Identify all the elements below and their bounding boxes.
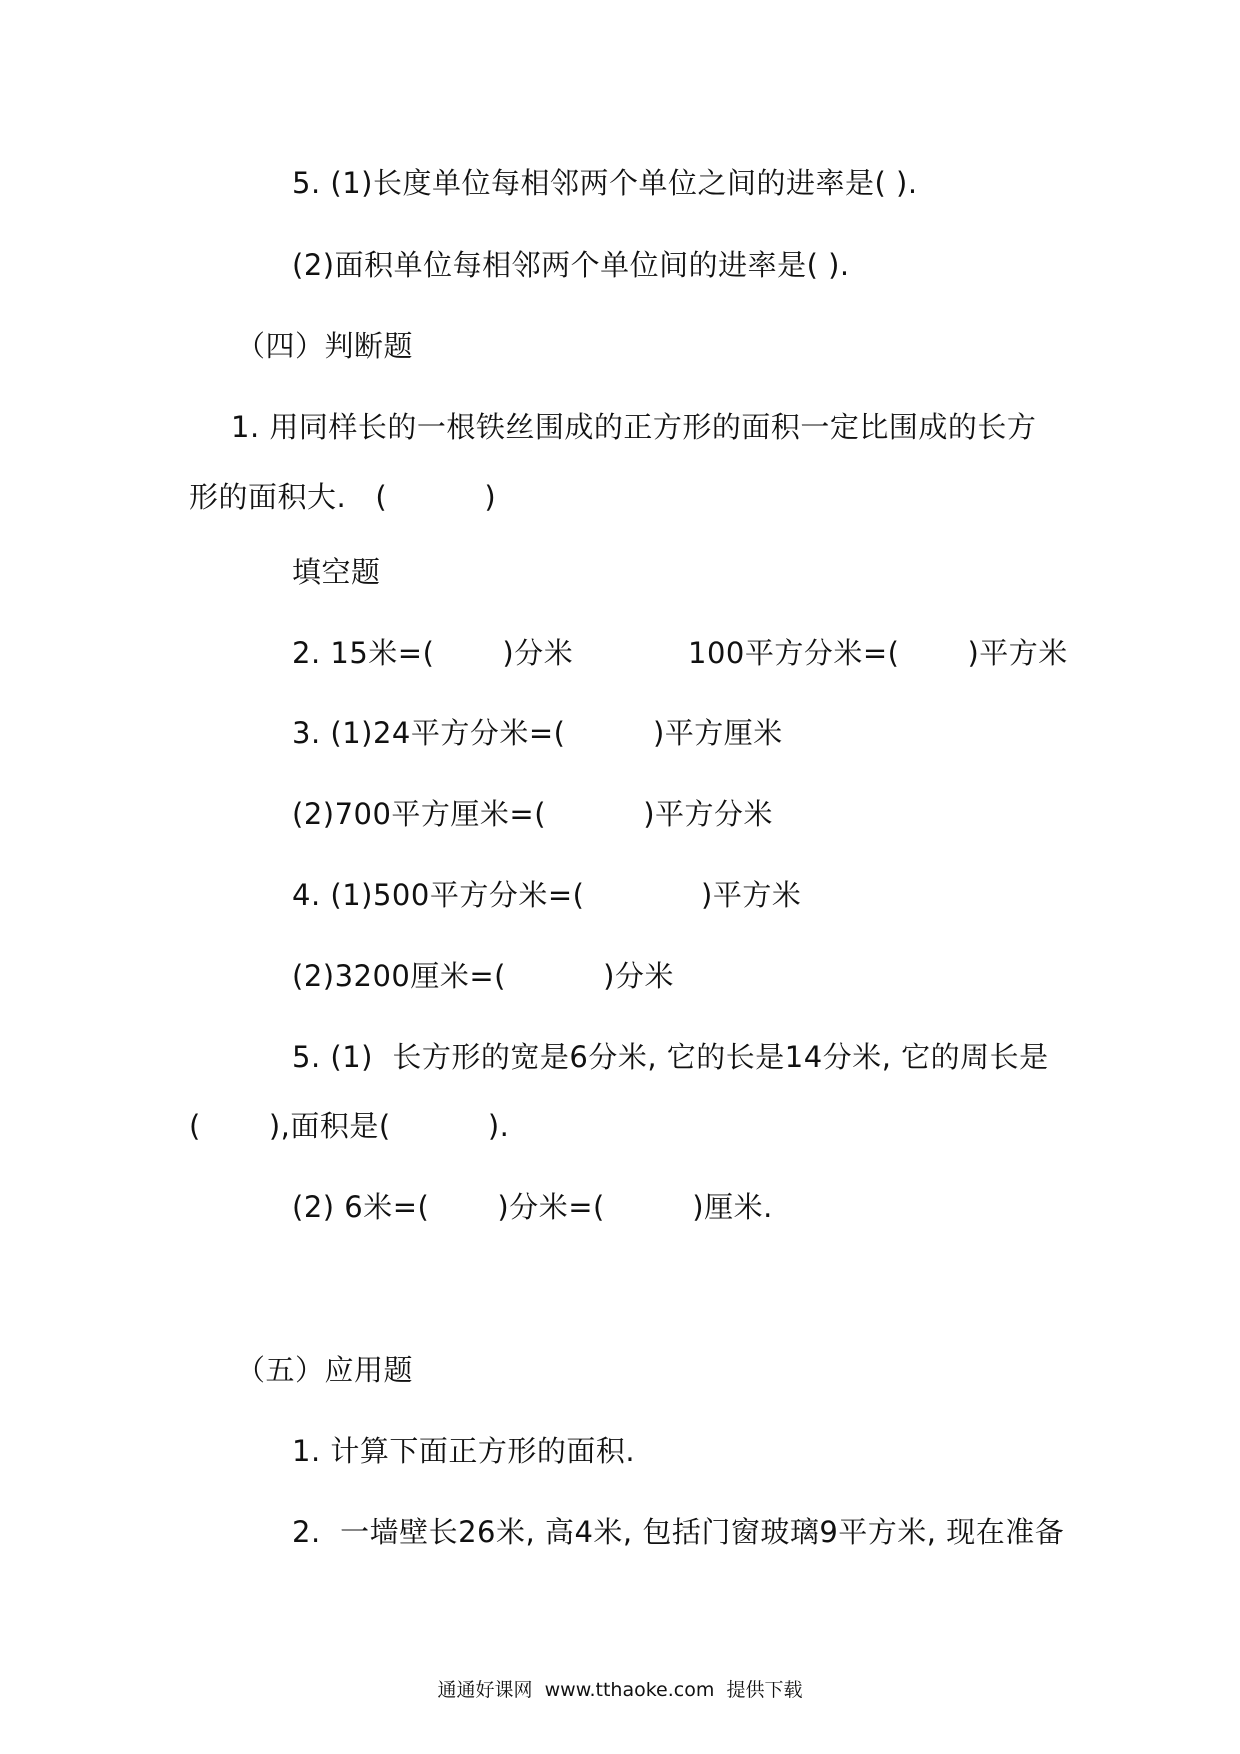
fill-q2-right: 100平方分米=( )平方米 bbox=[688, 636, 1068, 670]
q5-part2: (2)面积单位每相邻两个单位间的进率是( ). bbox=[292, 248, 850, 282]
fill-q3-part2: (2)700平方厘米=( )平方分米 bbox=[292, 797, 774, 831]
application-q1: 1. 计算下面正方形的面积. bbox=[292, 1434, 636, 1468]
section-heading-judgement: （四）判断题 bbox=[236, 329, 414, 363]
fill-q4-part1: 4. (1)500平方分米=( )平方米 bbox=[292, 878, 802, 912]
fill-q5-part1-line1: 5. (1) 长方形的宽是6分米, 它的长是14分米, 它的周长是 bbox=[292, 1040, 1049, 1074]
fill-q4-part2: (2)3200厘米=( )分米 bbox=[292, 959, 674, 993]
section-heading-application: （五）应用题 bbox=[236, 1353, 414, 1387]
q5-part1: 5. (1)长度单位每相邻两个单位之间的进率是( ). bbox=[292, 166, 918, 200]
page-footer: 通通好课网 www.tthaoke.com 提供下载 bbox=[437, 1679, 803, 1701]
judgement-q1-line1: 1. 用同样长的一根铁丝围成的正方形的面积一定比围成的长方 bbox=[231, 410, 1037, 444]
fill-q5-part2: (2) 6米=( )分米=( )厘米. bbox=[292, 1190, 773, 1224]
fill-q2-left: 2. 15米=( )分米 bbox=[292, 636, 574, 670]
section-heading-fill-blank: 填空题 bbox=[292, 555, 381, 589]
application-q2-line1: 2. 一墙壁长26米, 高4米, 包括门窗玻璃9平方米, 现在准备 bbox=[292, 1515, 1065, 1549]
fill-q5-part1-line2: ( ),面积是( ). bbox=[189, 1109, 510, 1143]
fill-q3-part1: 3. (1)24平方分米=( )平方厘米 bbox=[292, 716, 783, 750]
judgement-q1-line2: 形的面积大. ( ) bbox=[189, 480, 497, 514]
